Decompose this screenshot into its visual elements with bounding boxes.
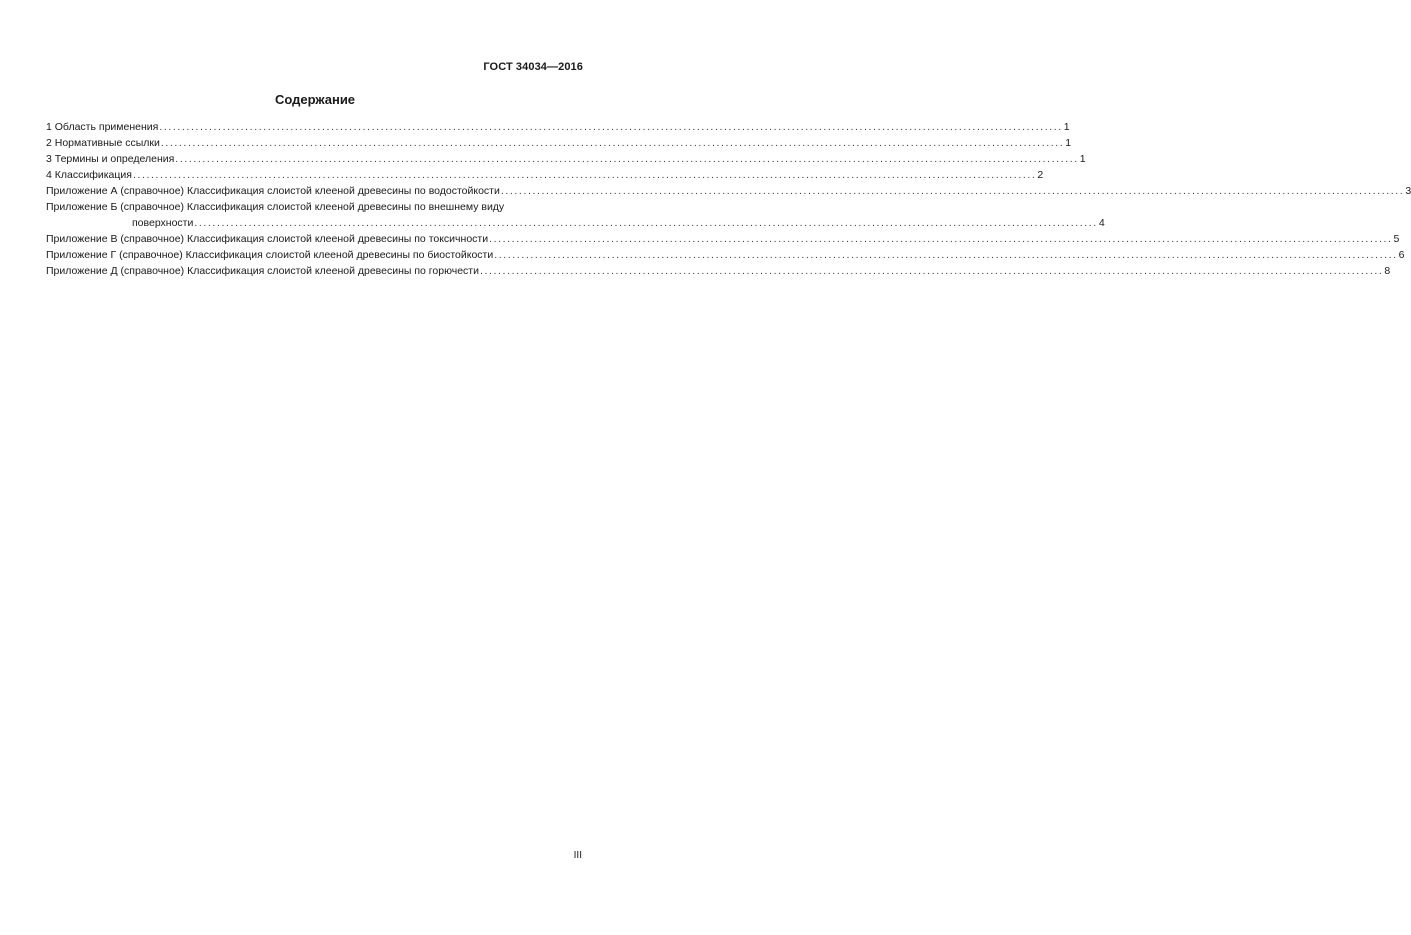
toc-entry-appendix-d[interactable] — [46, 263, 1391, 279]
toc-entry-appendix-v[interactable] — [46, 231, 1400, 247]
toc-entry-4[interactable] — [46, 167, 1044, 183]
toc-entry-label: Приложение А (справочное) Классификация слоистой клееной древесины по водостойкости — [46, 185, 500, 197]
toc-entry-page: 1 — [1065, 137, 1072, 149]
toc-entry-page: 1 — [1079, 153, 1086, 165]
toc-entry-label: 2 Нормативные ссылки — [46, 137, 160, 149]
toc-entry-page: 8 — [1384, 265, 1391, 277]
toc-leader-dots: ........................................................................................................................................................................................................ — [489, 233, 1393, 245]
page-number: III — [573, 850, 582, 861]
toc-entry-page: 2 — [1037, 169, 1044, 181]
toc-leader-dots: ........................................................................................................................................................................................................ — [160, 137, 1065, 149]
toc-entry-continuation — [46, 215, 1105, 231]
toc-leader-dots: ........................................................................................................................................................................................................ — [194, 217, 1098, 229]
toc-entry-label: Приложение Д (справочное) Классификация слоистой клееной древесины по горючести — [46, 265, 479, 277]
toc-entry-label: 1 Область применения — [46, 121, 159, 133]
toc-leader-dots: ........................................................................................................................................................................................................ — [494, 249, 1398, 261]
toc-leader-dots: ........................................................................................................................................................................................................ — [175, 153, 1079, 165]
toc-entry-label: Приложение Б (справочное) Классификация слоистой клееной древесины по внешнему виду — [46, 201, 505, 213]
toc-entry-1[interactable] — [46, 119, 1070, 135]
toc-entry-page: 4 — [1098, 217, 1105, 229]
toc-title: Содержание — [274, 92, 356, 107]
document-code: ГОСТ 34034—2016 — [483, 61, 583, 73]
toc-entry-page: 6 — [1398, 249, 1405, 261]
toc-entry-label: 3 Термины и определения — [46, 153, 175, 165]
toc-leader-dots: ........................................................................................................................................................................................................ — [479, 265, 1384, 277]
table-of-contents — [46, 119, 1411, 279]
toc-entry-label: Приложение Г (справочное) Классификация слоистой клееной древесины по биостойкости — [46, 249, 494, 261]
toc-entry-page: 1 — [1063, 121, 1070, 133]
toc-entry-appendix-a[interactable] — [46, 183, 1411, 199]
toc-entry-page: 5 — [1393, 233, 1400, 245]
toc-entry-label-continuation: поверхности — [132, 217, 194, 229]
toc-entry-2[interactable] — [46, 135, 1072, 151]
toc-leader-dots: ........................................................................................................................................................................................................ — [159, 121, 1063, 133]
toc-entry-appendix-g[interactable] — [46, 247, 1405, 263]
toc-leader-dots: ........................................................................................................................................................................................................ — [132, 169, 1037, 181]
toc-entry-label: 4 Классификация — [46, 169, 132, 181]
toc-entry-label: Приложение В (справочное) Классификация слоистой клееной древесины по токсичности — [46, 233, 489, 245]
toc-entry-3[interactable] — [46, 151, 1086, 167]
toc-entry-page: 3 — [1405, 185, 1411, 197]
toc-entry-appendix-b[interactable] — [46, 199, 1105, 231]
toc-leader-dots: ........................................................................................................................................................................................................ — [500, 185, 1405, 197]
